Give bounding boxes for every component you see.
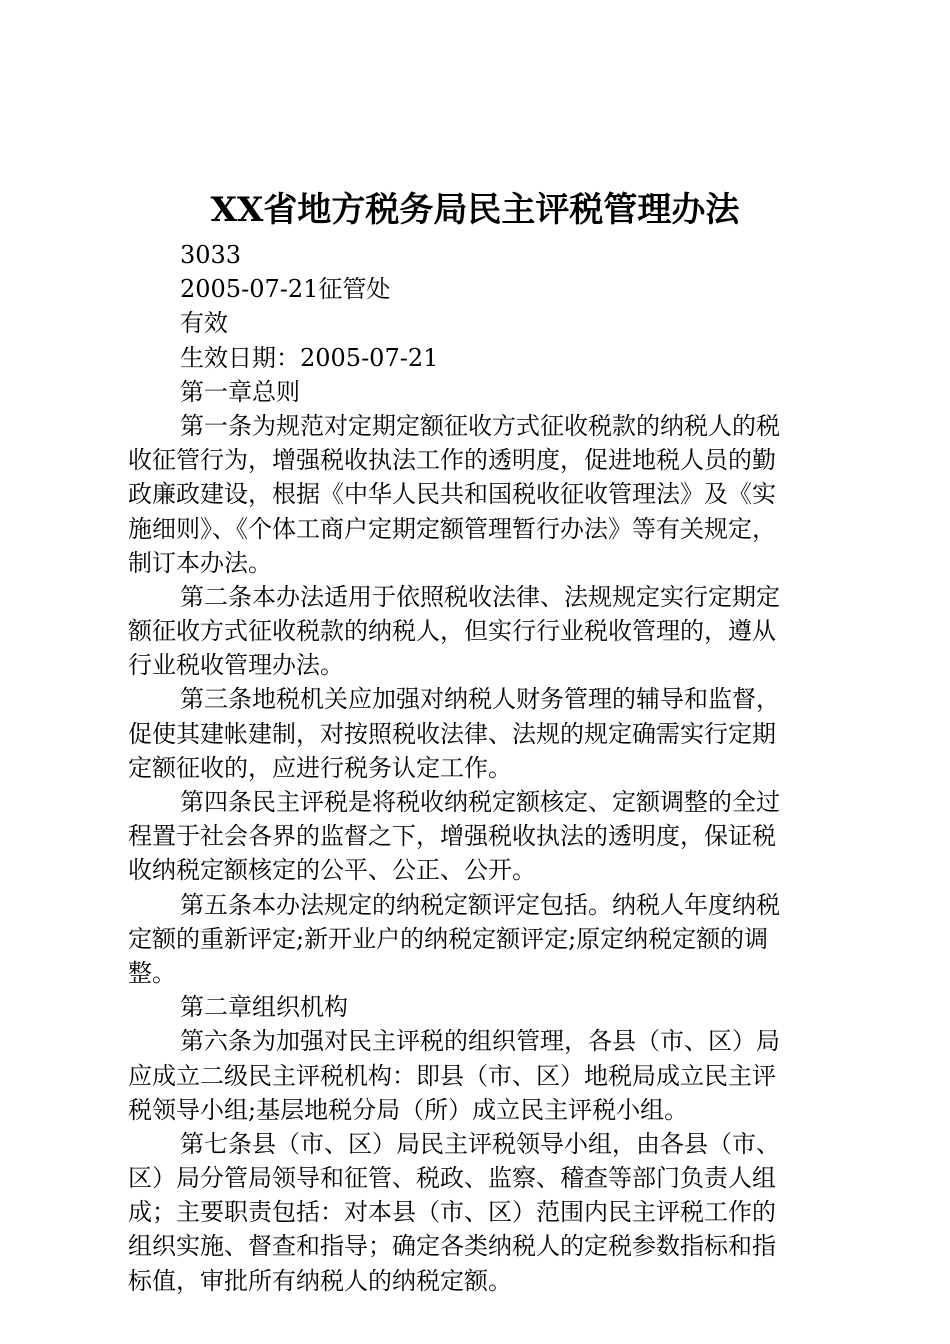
- text-line: 组织实施、督查和指导；确定各类纳税人的定税参数指标和指: [128, 1232, 776, 1261]
- text-line: 税领导小组;基层地税分局（所）成立民主评税小组。: [128, 1095, 689, 1124]
- text-line: 2005-07-21征管处: [180, 275, 391, 304]
- text-line: 第五条本办法规定的纳税定额评定包括。纳税人年度纳税: [180, 890, 780, 919]
- text-line: 程置于社会各界的监督之下，增强税收执法的透明度，保证税: [128, 822, 776, 851]
- text-line: 促使其建帐建制，对按照税收法律、法规的规定确需实行定期: [128, 719, 776, 748]
- text-line: 施细则》、《个体工商户定期定额管理暂行办法》等有关规定，: [128, 514, 776, 543]
- text-line: 第三条地税机关应加强对纳税人财务管理的辅导和监督，: [180, 685, 780, 714]
- text-line: 行业税收管理办法。: [128, 651, 344, 680]
- text-line: 3033: [180, 241, 242, 269]
- text-line: 第二条本办法适用于依照税收法律、法规规定实行定期定: [180, 582, 780, 611]
- text-line: 第一章总则: [180, 377, 300, 406]
- text-line: 整。: [128, 958, 176, 987]
- text-line: 额征收方式征收税款的纳税人，但实行行业税收管理的，遵从: [128, 617, 776, 646]
- text-line: 标值，审批所有纳税人的纳税定额。: [128, 1266, 512, 1295]
- text-line: 有效: [180, 309, 228, 338]
- text-line: 第七条县（市、区）局民主评税领导小组，由各县（市、: [180, 1129, 780, 1158]
- text-line: 第一条为规范对定期定额征收方式征收税款的纳税人的税: [180, 411, 780, 440]
- text-line: 第四条民主评税是将税收纳税定额核定、定额调整的全过: [180, 788, 780, 816]
- text-line: 第二章组织机构: [180, 993, 348, 1022]
- text-line: 定额的重新评定;新开业户的纳税定额评定;原定纳税定额的调: [128, 924, 769, 953]
- text-line: 成；主要职责包括：对本县（市、区）范围内民主评税工作的: [128, 1198, 776, 1227]
- document-body: [128, 238, 838, 1298]
- text-line: 制订本办法。: [128, 548, 272, 577]
- text-line: 政廉政建设，根据《中华人民共和国税收征收管理法》及《实: [128, 480, 776, 509]
- text-line: 生效日期：2005-07-21: [180, 343, 439, 372]
- text-line: 定额征收的，应进行税务认定工作。: [128, 753, 512, 782]
- text-line: 第六条为加强对民主评税的组织管理，各县（市、区）局: [180, 1027, 780, 1056]
- text-line: 应成立二级民主评税机构：即县（市、区）地税局成立民主评: [128, 1061, 776, 1090]
- text-line: 区）局分管局领导和征管、税政、监察、稽查等部门负责人组: [128, 1164, 776, 1193]
- text-line: 收征管行为，增强税收执法工作的透明度，促进地税人员的勤: [128, 446, 776, 475]
- document-title: XX省地方税务局民主评税管理办法: [210, 190, 740, 230]
- text-line: 收纳税定额核定的公平、公正、公开。: [128, 856, 536, 885]
